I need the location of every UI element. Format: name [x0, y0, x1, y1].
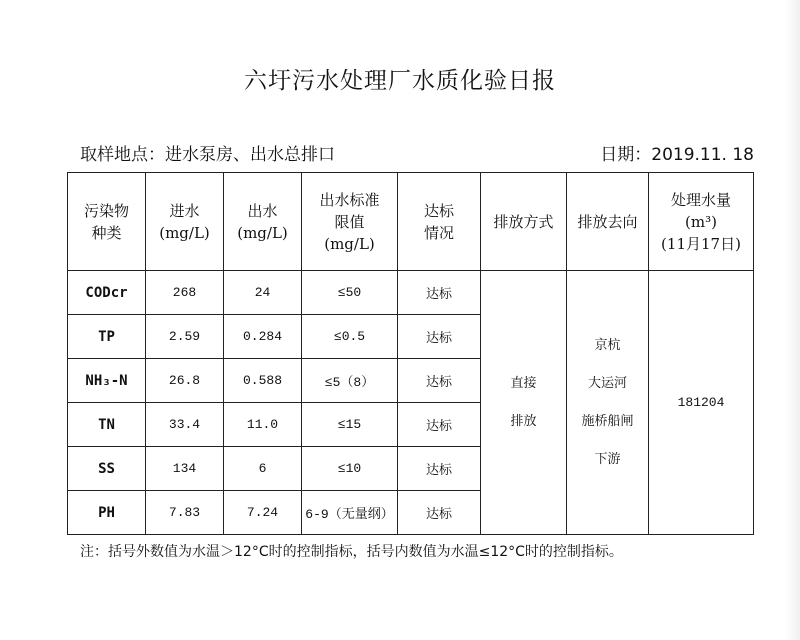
- discharge-method-cell: 直接 排放: [481, 271, 567, 535]
- pollutant-cell: TP: [68, 315, 146, 359]
- limit-cell: ≤10: [302, 447, 398, 491]
- outflow-cell: 11.0: [224, 403, 302, 447]
- table-row: [68, 271, 754, 315]
- limit-cell: ≤15: [302, 403, 398, 447]
- outflow-cell: 0.284: [224, 315, 302, 359]
- pollutant-cell: NH₃-N: [68, 359, 146, 403]
- pollutant-cell: CODcr: [68, 271, 146, 315]
- status-cell: 达标: [398, 271, 481, 315]
- header-volume: 处理水量 (m³) (11月17日): [649, 173, 754, 271]
- report-date: 日期：2019.11. 18: [600, 145, 754, 165]
- outflow-cell: 6: [224, 447, 302, 491]
- status-cell: 达标: [398, 491, 481, 535]
- pollutant-cell: PH: [68, 491, 146, 535]
- inflow-cell: 33.4: [146, 403, 224, 447]
- header-pollutant: 污染物 种类: [68, 173, 146, 271]
- limit-cell: ≤50: [302, 271, 398, 315]
- inflow-cell: 268: [146, 271, 224, 315]
- outflow-cell: 24: [224, 271, 302, 315]
- pollutant-cell: SS: [68, 447, 146, 491]
- report-title: 六圩污水处理厂水质化验日报: [244, 68, 556, 94]
- inflow-cell: 2.59: [146, 315, 224, 359]
- pollutant-cell: TN: [68, 403, 146, 447]
- header-outflow: 出水 (mg/L): [224, 173, 302, 271]
- discharge-destination-cell: 京杭 大运河 施桥船闸 下游: [567, 271, 649, 535]
- limit-cell: ≤5（8）: [302, 359, 398, 403]
- header-discharge-destination: 排放去向: [567, 173, 649, 271]
- sampling-location: 取样地点：进水泵房、出水总排口: [80, 145, 335, 165]
- inflow-cell: 7.83: [146, 491, 224, 535]
- inflow-cell: 26.8: [146, 359, 224, 403]
- water-quality-table: [67, 172, 754, 535]
- status-cell: 达标: [398, 403, 481, 447]
- limit-cell: ≤0.5: [302, 315, 398, 359]
- treated-volume-cell: 181204: [649, 271, 754, 535]
- footnote: 注：括号外数值为水温＞12°C时的控制指标，括号内数值为水温≤12°C时的控制指标。: [80, 544, 623, 560]
- status-cell: 达标: [398, 315, 481, 359]
- limit-cell: 6-9（无量纲）: [302, 491, 398, 535]
- status-cell: 达标: [398, 359, 481, 403]
- header-row: [68, 173, 754, 271]
- header-limit: 出水标准 限值 (mg/L): [302, 173, 398, 271]
- outflow-cell: 7.24: [224, 491, 302, 535]
- header-inflow: 进水 (mg/L): [146, 173, 224, 271]
- outflow-cell: 0.588: [224, 359, 302, 403]
- page-edge-shadow: [786, 0, 800, 640]
- status-cell: 达标: [398, 447, 481, 491]
- header-compliance: 达标 情况: [398, 173, 481, 271]
- inflow-cell: 134: [146, 447, 224, 491]
- header-discharge-method: 排放方式: [481, 173, 567, 271]
